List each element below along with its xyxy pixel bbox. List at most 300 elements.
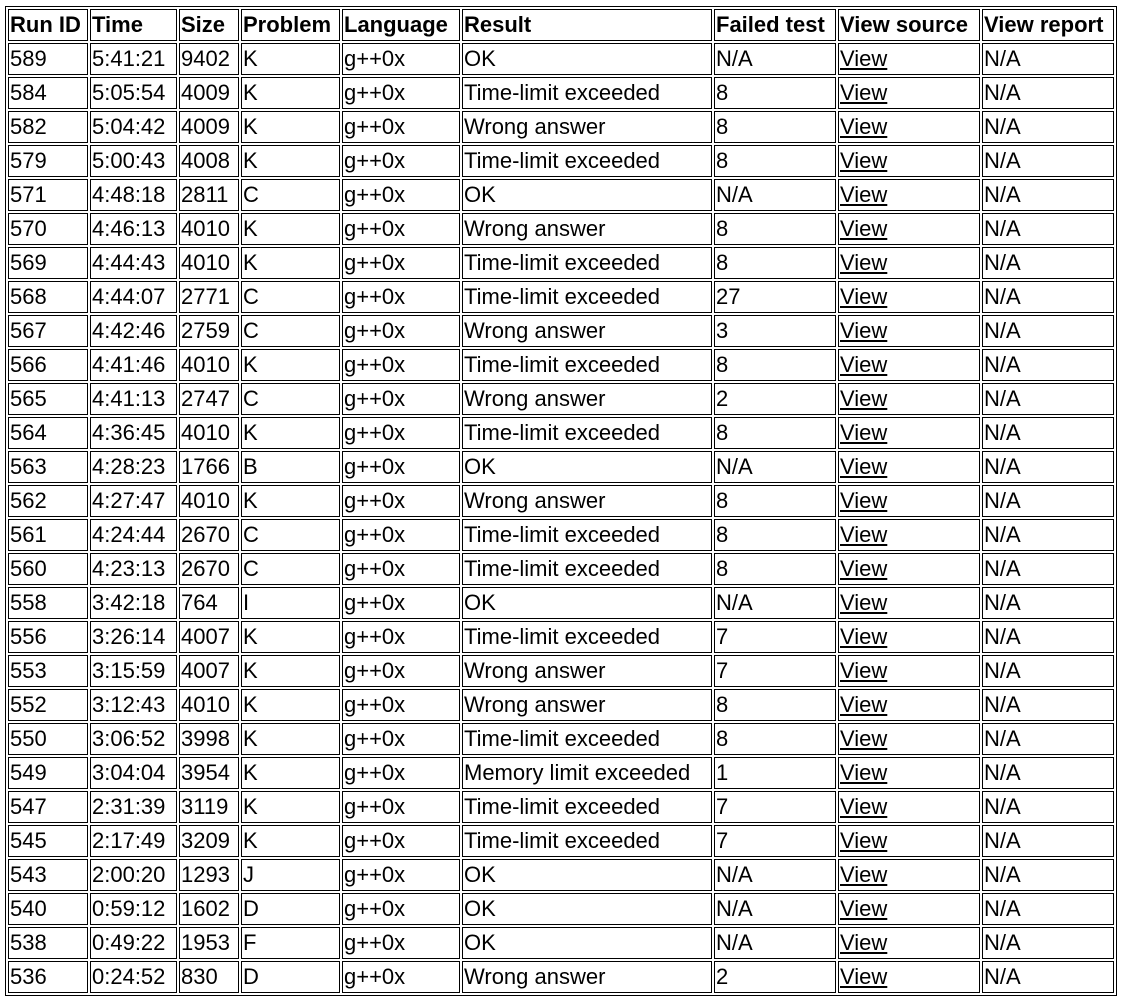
cell-failed-test: 8 — [714, 213, 836, 245]
cell-size: 4008 — [179, 145, 239, 177]
cell-time: 4:44:07 — [90, 281, 177, 313]
cell-problem: K — [241, 757, 340, 789]
cell-language: g++0x — [342, 179, 460, 211]
cell-problem: K — [241, 349, 340, 381]
cell-problem: K — [241, 145, 340, 177]
cell-result: OK — [462, 451, 712, 483]
table-row — [8, 417, 1114, 449]
cell-failed-test: 8 — [714, 111, 836, 143]
cell-time: 3:12:43 — [90, 689, 177, 721]
cell-view-report: N/A — [982, 145, 1114, 177]
cell-time: 4:28:23 — [90, 451, 177, 483]
cell-view-report: N/A — [982, 417, 1114, 449]
table-row — [8, 485, 1114, 517]
cell-view-source — [838, 519, 980, 551]
cell-problem: K — [241, 825, 340, 857]
cell-run-id: 565 — [8, 383, 88, 415]
view-source-link[interactable]: View — [840, 182, 888, 207]
cell-problem: C — [241, 383, 340, 415]
cell-size: 2771 — [179, 281, 239, 313]
view-source-link[interactable]: View — [840, 760, 888, 785]
cell-run-id: 569 — [8, 247, 88, 279]
cell-view-report: N/A — [982, 281, 1114, 313]
cell-size: 1602 — [179, 893, 239, 925]
cell-problem: D — [241, 893, 340, 925]
cell-view-source — [838, 247, 980, 279]
cell-size: 4010 — [179, 213, 239, 245]
cell-view-report: N/A — [982, 587, 1114, 619]
cell-problem: C — [241, 281, 340, 313]
cell-run-id: 567 — [8, 315, 88, 347]
cell-time: 4:23:13 — [90, 553, 177, 585]
cell-problem: K — [241, 485, 340, 517]
cell-size: 4007 — [179, 655, 239, 687]
cell-result: Time-limit exceeded — [462, 247, 712, 279]
cell-size: 1953 — [179, 927, 239, 959]
cell-time: 2:17:49 — [90, 825, 177, 857]
cell-result: Wrong answer — [462, 213, 712, 245]
cell-result: OK — [462, 927, 712, 959]
cell-time: 3:04:04 — [90, 757, 177, 789]
cell-failed-test: 2 — [714, 383, 836, 415]
cell-language: g++0x — [342, 757, 460, 789]
cell-view-report: N/A — [982, 825, 1114, 857]
view-source-link[interactable]: View — [840, 284, 888, 309]
cell-problem: K — [241, 689, 340, 721]
header-language: Language — [342, 9, 460, 41]
runs-table-body — [8, 43, 1114, 993]
cell-problem: K — [241, 77, 340, 109]
table-row — [8, 689, 1114, 721]
table-row — [8, 655, 1114, 687]
cell-size: 4007 — [179, 621, 239, 653]
cell-failed-test: 8 — [714, 417, 836, 449]
cell-run-id: 562 — [8, 485, 88, 517]
table-row — [8, 587, 1114, 619]
cell-result: Time-limit exceeded — [462, 791, 712, 823]
cell-failed-test: 8 — [714, 145, 836, 177]
cell-view-report: N/A — [982, 519, 1114, 551]
cell-failed-test: 8 — [714, 77, 836, 109]
table-row — [8, 145, 1114, 177]
table-row — [8, 247, 1114, 279]
header-failed-test: Failed test — [714, 9, 836, 41]
view-source-link[interactable]: View — [840, 522, 888, 547]
table-row — [8, 281, 1114, 313]
cell-result: OK — [462, 587, 712, 619]
cell-failed-test: 3 — [714, 315, 836, 347]
table-row — [8, 621, 1114, 653]
table-row — [8, 383, 1114, 415]
cell-time: 0:24:52 — [90, 961, 177, 993]
cell-result: Time-limit exceeded — [462, 621, 712, 653]
cell-language: g++0x — [342, 145, 460, 177]
cell-view-source — [838, 757, 980, 789]
view-source-link[interactable]: View — [840, 862, 888, 887]
cell-problem: C — [241, 315, 340, 347]
cell-run-id: 552 — [8, 689, 88, 721]
cell-run-id: 560 — [8, 553, 88, 585]
table-row — [8, 43, 1114, 75]
view-source-link[interactable]: View — [840, 964, 888, 989]
cell-view-report: N/A — [982, 689, 1114, 721]
cell-view-source — [838, 825, 980, 857]
cell-view-source — [838, 145, 980, 177]
table-row — [8, 723, 1114, 755]
cell-failed-test: 7 — [714, 621, 836, 653]
cell-result: OK — [462, 43, 712, 75]
header-run-id: Run ID — [8, 9, 88, 41]
cell-run-id: 570 — [8, 213, 88, 245]
cell-view-report: N/A — [982, 247, 1114, 279]
cell-time: 4:36:45 — [90, 417, 177, 449]
cell-view-report: N/A — [982, 655, 1114, 687]
cell-language: g++0x — [342, 213, 460, 245]
cell-size: 764 — [179, 587, 239, 619]
cell-problem: K — [241, 791, 340, 823]
cell-view-report: N/A — [982, 383, 1114, 415]
cell-run-id: 579 — [8, 145, 88, 177]
table-row — [8, 213, 1114, 245]
cell-size: 4010 — [179, 485, 239, 517]
cell-problem: D — [241, 961, 340, 993]
cell-problem: I — [241, 587, 340, 619]
cell-view-source — [838, 213, 980, 245]
cell-failed-test: 8 — [714, 553, 836, 585]
cell-result: Time-limit exceeded — [462, 553, 712, 585]
cell-language: g++0x — [342, 451, 460, 483]
view-source-link[interactable]: View — [840, 114, 888, 139]
cell-view-source — [838, 621, 980, 653]
view-source-link[interactable]: View — [840, 726, 888, 751]
cell-run-id: 553 — [8, 655, 88, 687]
cell-result: Time-limit exceeded — [462, 281, 712, 313]
cell-result: Wrong answer — [462, 655, 712, 687]
cell-language: g++0x — [342, 383, 460, 415]
cell-view-report: N/A — [982, 213, 1114, 245]
cell-view-source — [838, 655, 980, 687]
cell-view-source — [838, 723, 980, 755]
cell-language: g++0x — [342, 281, 460, 313]
cell-size: 4010 — [179, 349, 239, 381]
cell-view-report: N/A — [982, 349, 1114, 381]
cell-language: g++0x — [342, 723, 460, 755]
table-row — [8, 893, 1114, 925]
table-row — [8, 825, 1114, 857]
cell-run-id: 568 — [8, 281, 88, 313]
view-source-link[interactable]: View — [840, 692, 888, 717]
cell-view-report: N/A — [982, 553, 1114, 585]
view-source-link[interactable]: View — [840, 828, 888, 853]
cell-run-id: 558 — [8, 587, 88, 619]
cell-result: Time-limit exceeded — [462, 349, 712, 381]
cell-view-report: N/A — [982, 927, 1114, 959]
cell-run-id: 584 — [8, 77, 88, 109]
cell-time: 5:00:43 — [90, 145, 177, 177]
cell-size: 3998 — [179, 723, 239, 755]
cell-view-report: N/A — [982, 723, 1114, 755]
cell-run-id: 561 — [8, 519, 88, 551]
cell-size: 1766 — [179, 451, 239, 483]
cell-run-id: 545 — [8, 825, 88, 857]
cell-failed-test: N/A — [714, 859, 836, 891]
cell-view-source — [838, 349, 980, 381]
cell-failed-test: 8 — [714, 247, 836, 279]
cell-view-report: N/A — [982, 621, 1114, 653]
table-row — [8, 77, 1114, 109]
cell-language: g++0x — [342, 349, 460, 381]
view-source-link[interactable]: View — [840, 658, 888, 683]
cell-language: g++0x — [342, 859, 460, 891]
cell-problem: K — [241, 417, 340, 449]
cell-view-source — [838, 179, 980, 211]
cell-time: 4:41:13 — [90, 383, 177, 415]
cell-time: 5:41:21 — [90, 43, 177, 75]
cell-run-id: 550 — [8, 723, 88, 755]
table-row — [8, 179, 1114, 211]
cell-view-source — [838, 485, 980, 517]
cell-time: 5:04:42 — [90, 111, 177, 143]
table-row — [8, 349, 1114, 381]
cell-failed-test: N/A — [714, 179, 836, 211]
view-source-link[interactable]: View — [840, 46, 888, 71]
cell-failed-test: 8 — [714, 519, 836, 551]
cell-language: g++0x — [342, 587, 460, 619]
cell-problem: C — [241, 179, 340, 211]
cell-time: 4:41:46 — [90, 349, 177, 381]
table-row — [8, 111, 1114, 143]
cell-run-id: 547 — [8, 791, 88, 823]
view-source-link[interactable]: View — [840, 556, 888, 581]
table-row — [8, 451, 1114, 483]
cell-problem: F — [241, 927, 340, 959]
cell-time: 2:00:20 — [90, 859, 177, 891]
cell-problem: K — [241, 43, 340, 75]
cell-time: 4:44:43 — [90, 247, 177, 279]
view-source-link[interactable]: View — [840, 930, 888, 955]
cell-size: 9402 — [179, 43, 239, 75]
cell-view-report: N/A — [982, 77, 1114, 109]
cell-time: 4:46:13 — [90, 213, 177, 245]
cell-size: 4010 — [179, 689, 239, 721]
cell-run-id: 589 — [8, 43, 88, 75]
cell-view-source — [838, 383, 980, 415]
cell-language: g++0x — [342, 247, 460, 279]
cell-view-source — [838, 859, 980, 891]
cell-time: 0:49:22 — [90, 927, 177, 959]
cell-result: Time-limit exceeded — [462, 519, 712, 551]
table-row — [8, 315, 1114, 347]
view-source-link[interactable]: View — [840, 318, 888, 343]
cell-view-report: N/A — [982, 43, 1114, 75]
cell-size: 4010 — [179, 247, 239, 279]
cell-size: 830 — [179, 961, 239, 993]
cell-run-id: 582 — [8, 111, 88, 143]
header-view-report: View report — [982, 9, 1114, 41]
table-row — [8, 961, 1114, 993]
cell-view-report: N/A — [982, 791, 1114, 823]
cell-language: g++0x — [342, 553, 460, 585]
cell-view-source — [838, 927, 980, 959]
cell-time: 3:15:59 — [90, 655, 177, 687]
cell-result: Wrong answer — [462, 383, 712, 415]
cell-result: Memory limit exceeded — [462, 757, 712, 789]
cell-language: g++0x — [342, 519, 460, 551]
table-row — [8, 859, 1114, 891]
view-source-link[interactable]: View — [840, 896, 888, 921]
cell-size: 4009 — [179, 111, 239, 143]
cell-time: 3:42:18 — [90, 587, 177, 619]
cell-view-report: N/A — [982, 451, 1114, 483]
cell-language: g++0x — [342, 655, 460, 687]
view-source-link[interactable]: View — [840, 250, 888, 275]
view-source-link[interactable]: View — [840, 216, 888, 241]
cell-view-source — [838, 315, 980, 347]
table-row — [8, 553, 1114, 585]
cell-language: g++0x — [342, 791, 460, 823]
cell-run-id: 540 — [8, 893, 88, 925]
cell-failed-test: N/A — [714, 43, 836, 75]
cell-time: 4:48:18 — [90, 179, 177, 211]
view-source-link[interactable]: View — [840, 454, 888, 479]
cell-view-report: N/A — [982, 757, 1114, 789]
cell-failed-test: 1 — [714, 757, 836, 789]
cell-run-id: 571 — [8, 179, 88, 211]
cell-run-id: 566 — [8, 349, 88, 381]
cell-language: g++0x — [342, 417, 460, 449]
cell-view-report: N/A — [982, 179, 1114, 211]
cell-problem: B — [241, 451, 340, 483]
cell-problem: K — [241, 247, 340, 279]
cell-language: g++0x — [342, 689, 460, 721]
cell-view-source — [838, 77, 980, 109]
cell-language: g++0x — [342, 927, 460, 959]
cell-run-id: 556 — [8, 621, 88, 653]
cell-view-report: N/A — [982, 315, 1114, 347]
cell-failed-test: N/A — [714, 893, 836, 925]
cell-view-source — [838, 281, 980, 313]
cell-view-source — [838, 587, 980, 619]
cell-result: Time-limit exceeded — [462, 825, 712, 857]
cell-time: 4:42:46 — [90, 315, 177, 347]
cell-time: 5:05:54 — [90, 77, 177, 109]
cell-problem: C — [241, 519, 340, 551]
header-row — [8, 9, 1114, 41]
cell-result: Time-limit exceeded — [462, 77, 712, 109]
view-source-link[interactable]: View — [840, 488, 888, 513]
cell-size: 4010 — [179, 417, 239, 449]
cell-language: g++0x — [342, 77, 460, 109]
view-source-link[interactable]: View — [840, 352, 888, 377]
cell-result: Wrong answer — [462, 315, 712, 347]
cell-problem: J — [241, 859, 340, 891]
runs-table — [5, 6, 1117, 996]
cell-problem: K — [241, 111, 340, 143]
cell-language: g++0x — [342, 315, 460, 347]
runs-table-wrapper — [5, 6, 1117, 996]
cell-size: 2811 — [179, 179, 239, 211]
table-row — [8, 757, 1114, 789]
cell-size: 2670 — [179, 519, 239, 551]
cell-failed-test: 8 — [714, 723, 836, 755]
table-row — [8, 519, 1114, 551]
cell-failed-test: 8 — [714, 689, 836, 721]
cell-size: 2747 — [179, 383, 239, 415]
cell-result: Wrong answer — [462, 485, 712, 517]
view-source-link[interactable]: View — [840, 624, 888, 649]
view-source-link[interactable]: View — [840, 794, 888, 819]
cell-language: g++0x — [342, 43, 460, 75]
view-source-link[interactable]: View — [840, 386, 888, 411]
cell-view-source — [838, 111, 980, 143]
cell-run-id: 536 — [8, 961, 88, 993]
cell-result: Time-limit exceeded — [462, 723, 712, 755]
cell-problem: K — [241, 723, 340, 755]
cell-view-source — [838, 43, 980, 75]
cell-view-report: N/A — [982, 485, 1114, 517]
table-row — [8, 791, 1114, 823]
cell-view-source — [838, 451, 980, 483]
cell-view-report: N/A — [982, 859, 1114, 891]
cell-language: g++0x — [342, 485, 460, 517]
cell-language: g++0x — [342, 111, 460, 143]
cell-failed-test: 27 — [714, 281, 836, 313]
cell-failed-test: 7 — [714, 655, 836, 687]
cell-result: Wrong answer — [462, 689, 712, 721]
cell-view-source — [838, 893, 980, 925]
cell-language: g++0x — [342, 961, 460, 993]
cell-language: g++0x — [342, 621, 460, 653]
view-source-link[interactable]: View — [840, 80, 888, 105]
cell-language: g++0x — [342, 893, 460, 925]
cell-failed-test: N/A — [714, 587, 836, 619]
cell-view-source — [838, 791, 980, 823]
view-source-link[interactable]: View — [840, 420, 888, 445]
cell-failed-test: 2 — [714, 961, 836, 993]
cell-view-report: N/A — [982, 961, 1114, 993]
cell-result: Time-limit exceeded — [462, 417, 712, 449]
cell-result: OK — [462, 893, 712, 925]
cell-time: 0:59:12 — [90, 893, 177, 925]
cell-view-source — [838, 417, 980, 449]
header-view-source: View source — [838, 9, 980, 41]
cell-problem: C — [241, 553, 340, 585]
cell-size: 2759 — [179, 315, 239, 347]
view-source-link[interactable]: View — [840, 590, 888, 615]
cell-size: 3954 — [179, 757, 239, 789]
cell-run-id: 549 — [8, 757, 88, 789]
cell-run-id: 543 — [8, 859, 88, 891]
table-row — [8, 927, 1114, 959]
cell-failed-test: 7 — [714, 791, 836, 823]
cell-problem: K — [241, 621, 340, 653]
cell-problem: K — [241, 655, 340, 687]
header-time: Time — [90, 9, 177, 41]
cell-size: 2670 — [179, 553, 239, 585]
cell-size: 3119 — [179, 791, 239, 823]
cell-result: OK — [462, 859, 712, 891]
cell-result: OK — [462, 179, 712, 211]
cell-view-source — [838, 961, 980, 993]
cell-size: 3209 — [179, 825, 239, 857]
cell-failed-test: N/A — [714, 927, 836, 959]
cell-size: 4009 — [179, 77, 239, 109]
cell-failed-test: N/A — [714, 451, 836, 483]
view-source-link[interactable]: View — [840, 148, 888, 173]
cell-time: 2:31:39 — [90, 791, 177, 823]
cell-result: Wrong answer — [462, 961, 712, 993]
cell-view-report: N/A — [982, 111, 1114, 143]
